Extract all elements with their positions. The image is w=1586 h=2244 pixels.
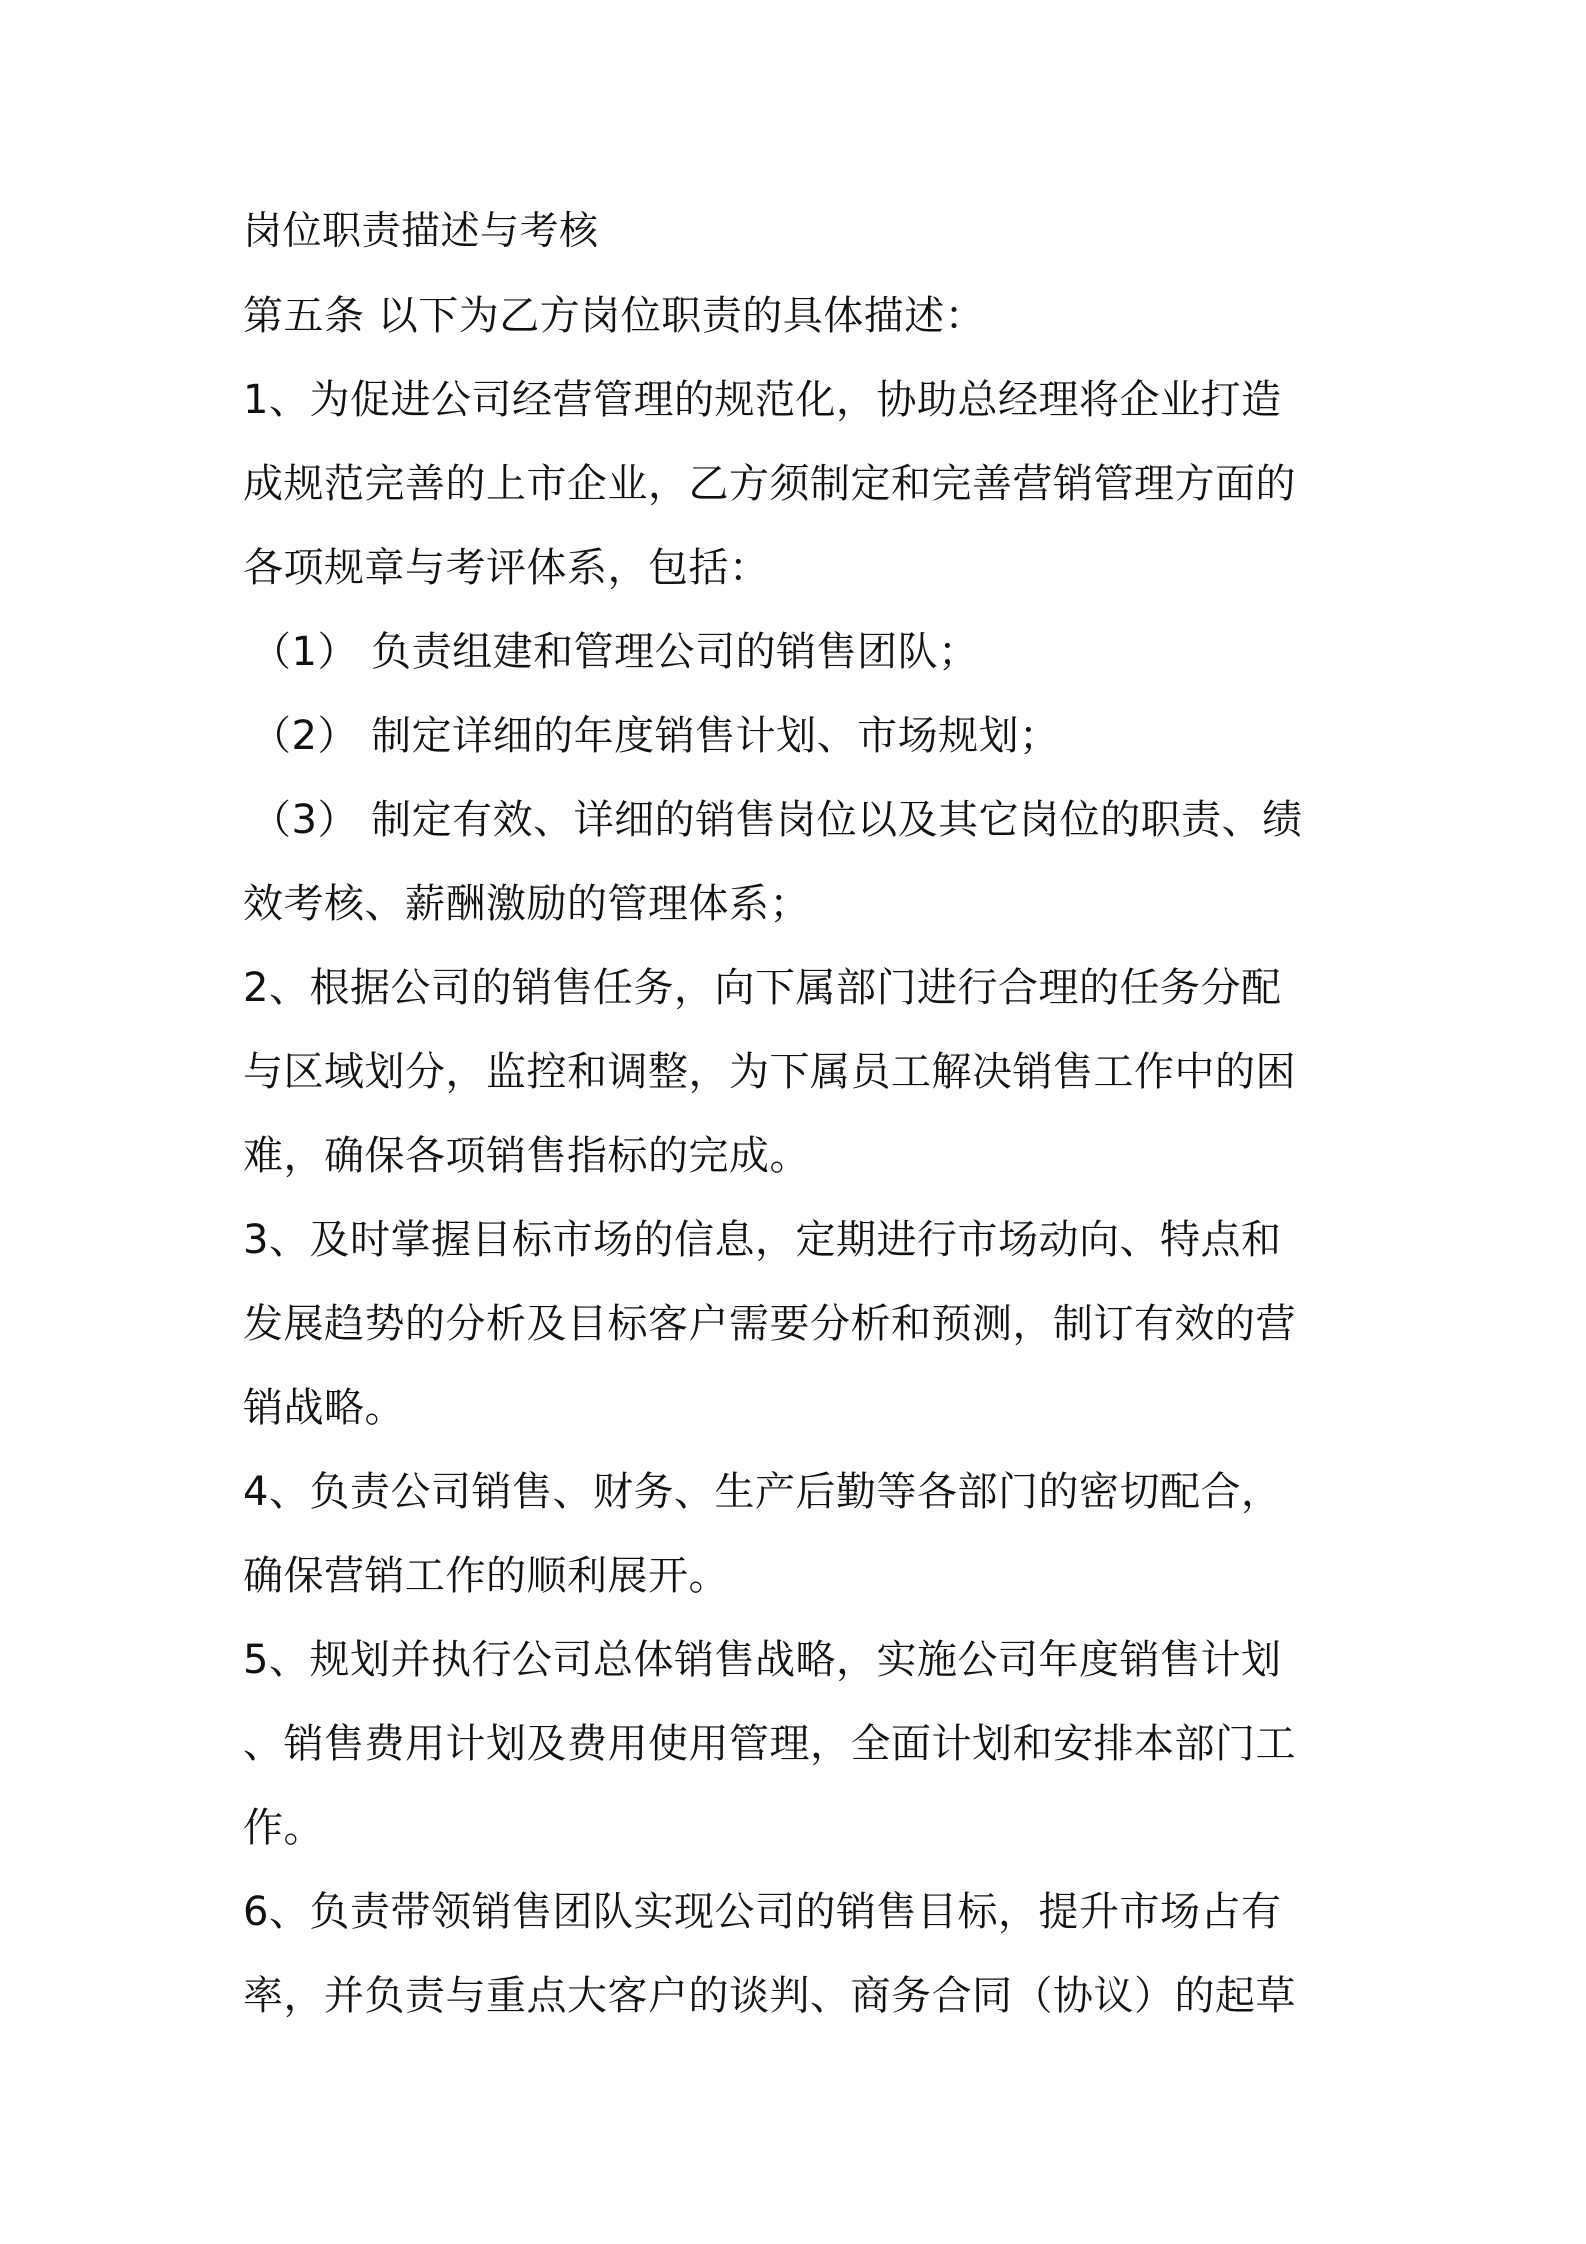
paragraph-line: 效考核、薪酬激励的管理体系； <box>243 881 810 927</box>
document-title: 岗位职责描述与考核 <box>243 209 599 254</box>
paragraph-line: 1、为促进公司经营管理的规范化，协助总经理将企业打造 <box>243 377 1282 423</box>
paragraph-line: 6、负责带领销售团队实现公司的销售目标，提升市场占有 <box>243 1889 1282 1935</box>
paragraph-line: 发展趋势的分析及目标客户需要分析和预测，制订有效的营 <box>243 1301 1296 1347</box>
paragraph-line: 、销售费用计划及费用使用管理，全面计划和安排本部门工 <box>243 1721 1296 1767</box>
paragraph-line: 率，并负责与重点大客户的谈判、商务合同（协议）的起草 <box>243 1973 1296 2019</box>
paragraph-line: 5、规划并执行公司总体销售战略，实施公司年度销售计划 <box>243 1637 1282 1683</box>
sub-item-line: （2） 制定详细的年度销售计划、市场规划； <box>251 713 1060 759</box>
paragraph-line: 成规范完善的上市企业，乙方须制定和完善营销管理方面的 <box>243 461 1296 507</box>
paragraph-line: 2、根据公司的销售任务，向下属部门进行合理的任务分配 <box>243 965 1282 1011</box>
paragraph-line: 与区域划分，监控和调整，为下属员工解决销售工作中的困 <box>243 1049 1296 1095</box>
paragraph-line: 3、及时掌握目标市场的信息，定期进行市场动向、特点和 <box>243 1217 1282 1263</box>
article-heading: 第五条 以下为乙方岗位职责的具体描述： <box>243 293 986 339</box>
paragraph-line: 作。 <box>243 1805 324 1851</box>
sub-item-line: （1） 负责组建和管理公司的销售团队； <box>251 629 979 675</box>
paragraph-line: 确保营销工作的顺利展开。 <box>243 1553 729 1599</box>
document-body <box>243 190 1358 2038</box>
paragraph-line: 难，确保各项销售指标的完成。 <box>243 1133 810 1179</box>
sub-item-line: （3） 制定有效、详细的销售岗位以及其它岗位的职责、绩 <box>251 797 1303 843</box>
paragraph-line: 4、负责公司销售、财务、生产后勤等各部门的密切配合， <box>243 1469 1282 1515</box>
paragraph-line: 销战略。 <box>243 1385 405 1431</box>
paragraph-line: 各项规章与考评体系，包括： <box>243 545 770 591</box>
